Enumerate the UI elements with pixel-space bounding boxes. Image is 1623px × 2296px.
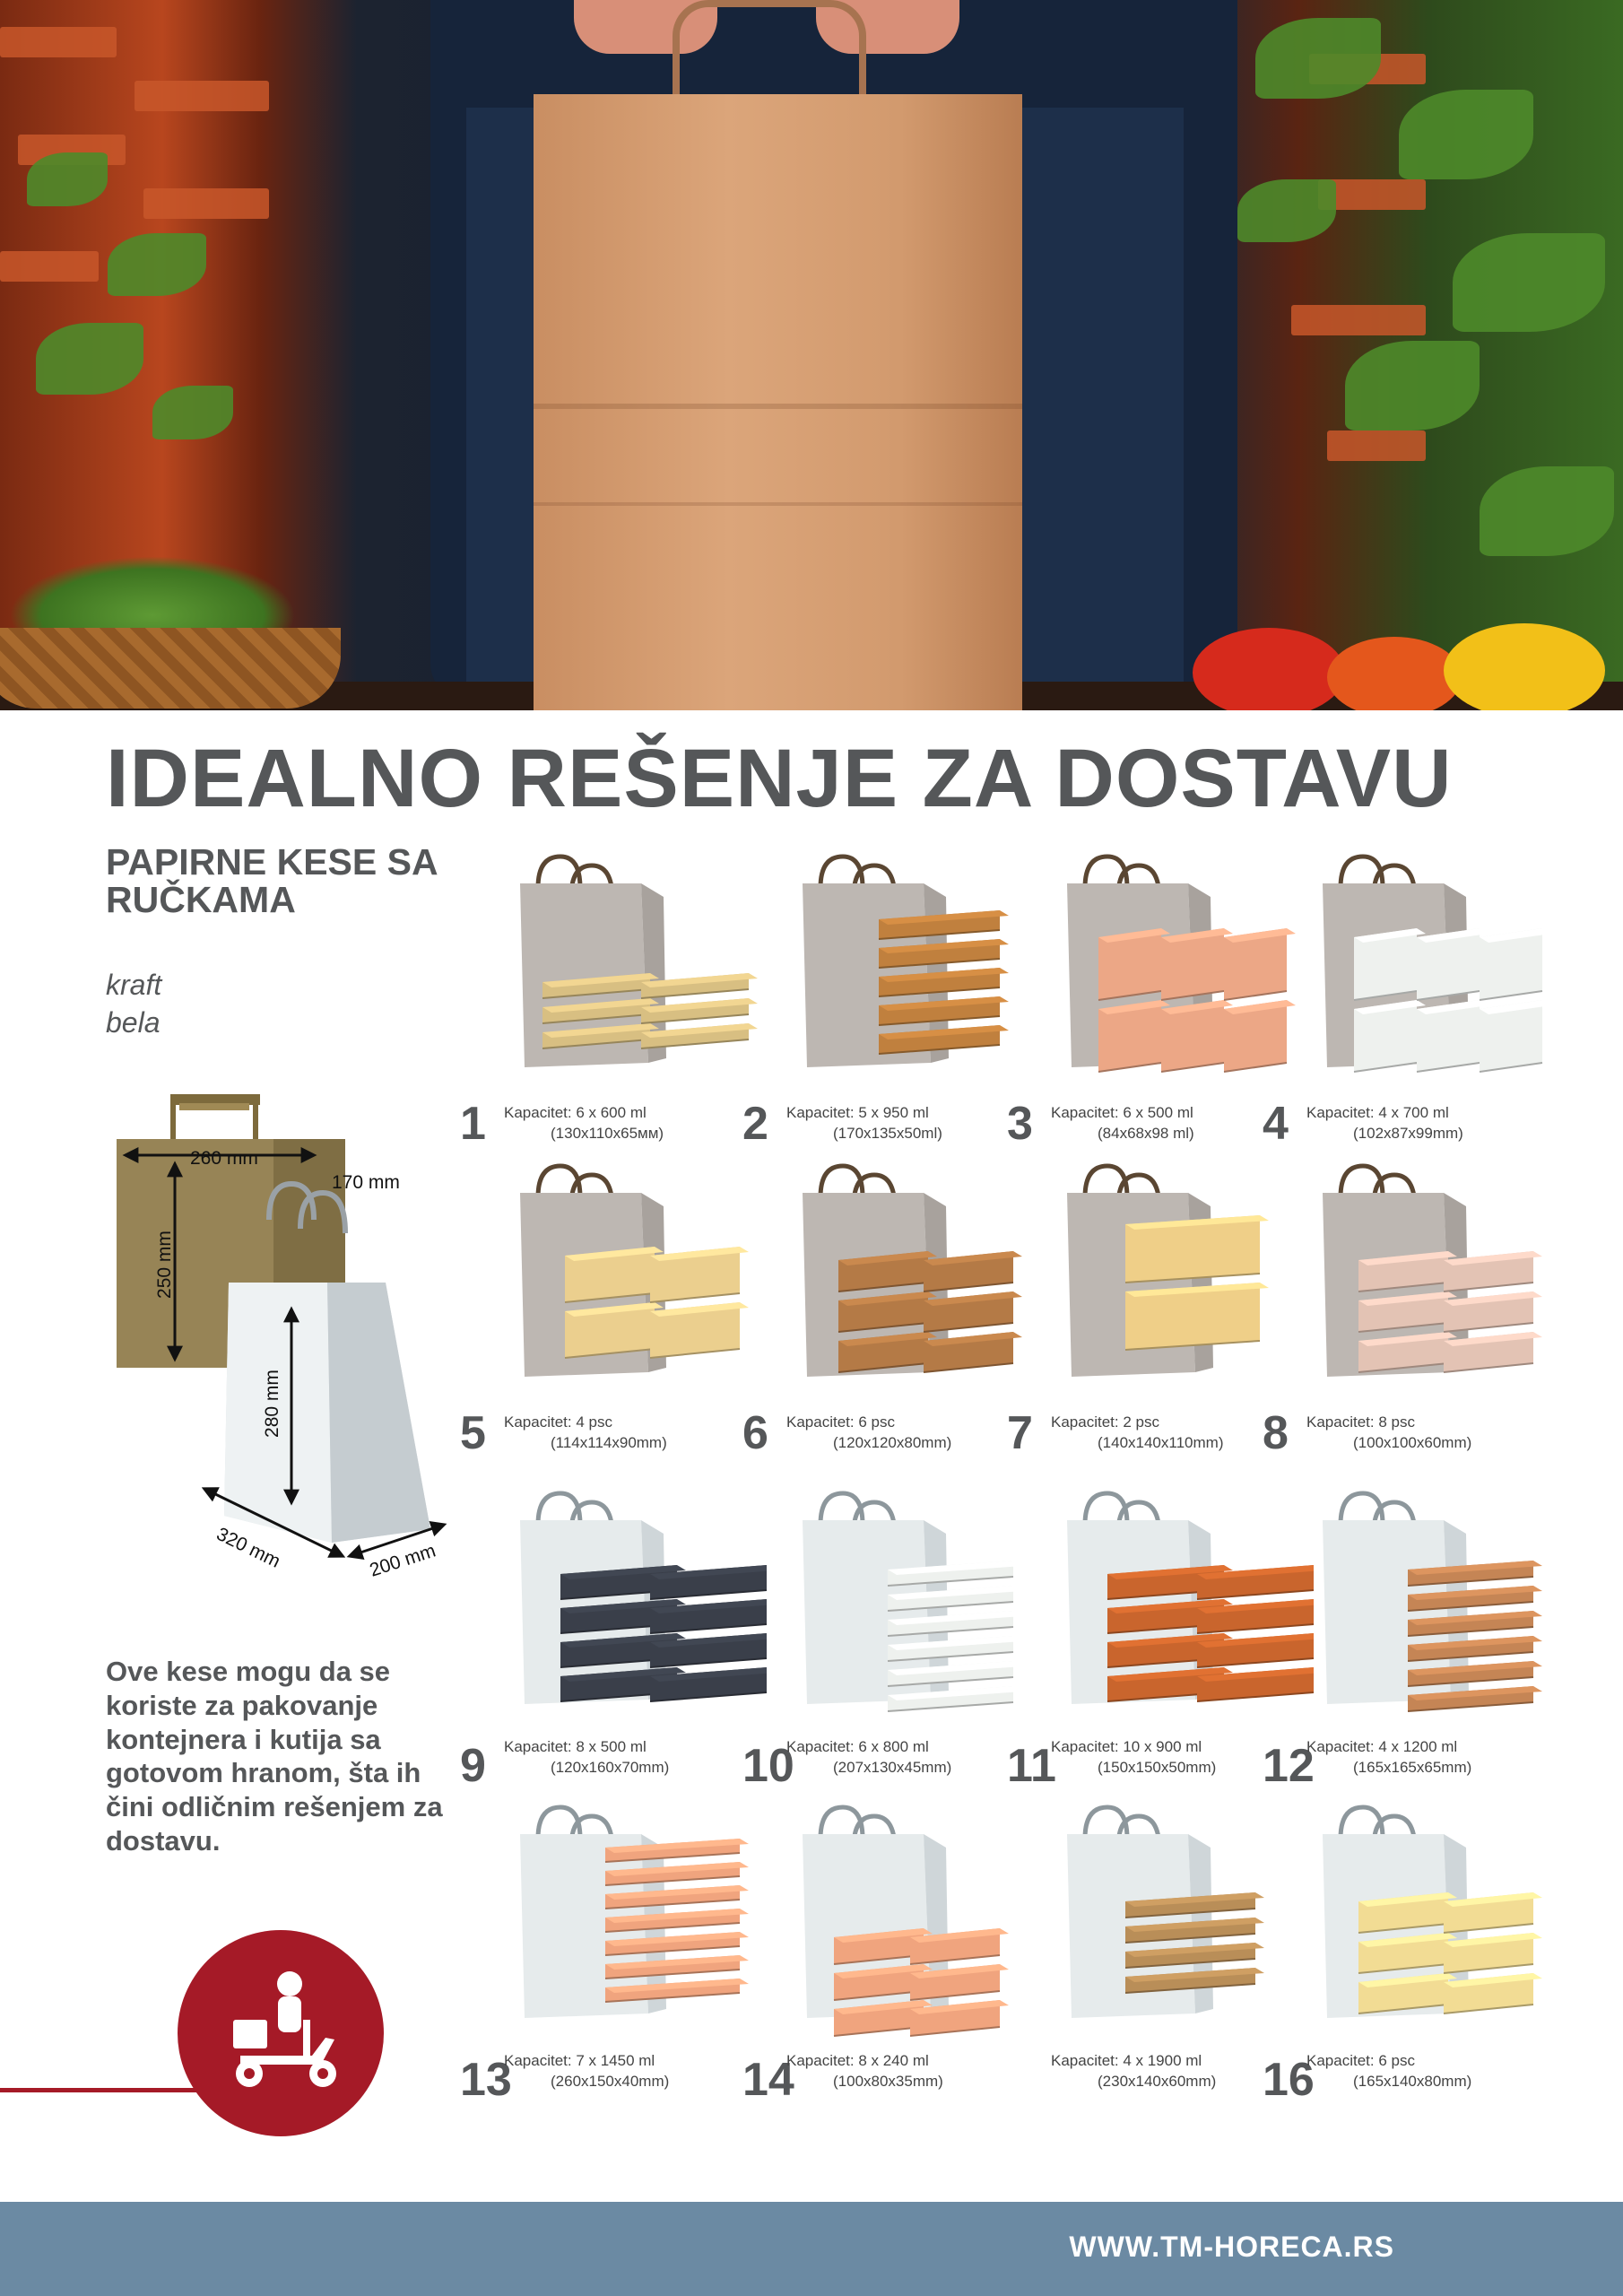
- product-capacity: Kapacitet: 6 psc: [786, 1413, 895, 1431]
- section-subtitle: PAPIRNE KESE SA RUČKAMA: [106, 841, 438, 921]
- product-caption: [1306, 1103, 1463, 1144]
- bag-with-containers-illustration: [1291, 848, 1569, 1090]
- product-size: (130x110x65мм): [551, 1124, 664, 1142]
- product-capacity: Kapacitet: 6 x 500 ml: [1051, 1104, 1193, 1121]
- product-number: 12: [1263, 1740, 1315, 1792]
- product-capacity: Kapacitet: 6 x 600 ml: [504, 1104, 647, 1121]
- product-caption: [1306, 2051, 1471, 2092]
- bag-with-containers-illustration: [489, 1157, 767, 1399]
- product-card: [460, 848, 767, 1152]
- variant-kraft: kraft: [106, 969, 162, 1001]
- product-number: 2: [742, 1098, 768, 1150]
- product-size: (170x135x50ml): [833, 1124, 942, 1142]
- variant-bela: bela: [106, 1006, 161, 1039]
- product-card: [460, 1157, 767, 1462]
- product-caption: [1051, 1103, 1194, 1144]
- bag-with-containers-illustration: [771, 1484, 1049, 1726]
- product-size: (207x130x45mm): [833, 1758, 952, 1776]
- product-number: 10: [742, 1740, 794, 1792]
- product-size: (120x120x80mm): [833, 1433, 952, 1451]
- product-capacity: Kapacitet: 4 psc: [504, 1413, 612, 1431]
- product-size: (100x100x60mm): [1353, 1433, 1472, 1451]
- kraft-width-label: 260 mm: [190, 1148, 258, 1169]
- product-capacity: Kapacitet: 8 x 500 ml: [504, 1738, 647, 1755]
- bag-with-containers-illustration: [489, 848, 767, 1090]
- description-text: Ove kese mogu da se koriste za pakovanje kontejnera i kutija sa gotovom hranom, šta ih čini odličnim rešenjem za dostavu.: [106, 1656, 443, 1857]
- bag-with-containers-illustration: [489, 1798, 767, 2040]
- bag-with-containers-illustration: [1036, 848, 1314, 1090]
- product-caption: [786, 1103, 942, 1144]
- bag-with-containers-illustration: [1036, 1157, 1314, 1399]
- product-card: [1263, 1484, 1569, 1792]
- bag-with-containers-illustration: [771, 1157, 1049, 1399]
- bag-with-containers-illustration: [1291, 1798, 1569, 2040]
- product-card: [742, 1798, 1049, 2106]
- product-card: [1263, 848, 1569, 1152]
- bag-with-containers-illustration: [1036, 1798, 1314, 2040]
- product-number: 5: [460, 1407, 486, 1459]
- product-capacity: Kapacitet: 2 psc: [1051, 1413, 1159, 1431]
- product-caption: [504, 1737, 669, 1779]
- product-capacity: Kapacitet: 8 psc: [1306, 1413, 1415, 1431]
- page-title: IDEALNO REŠENJE ZA DOSTAVU: [106, 733, 1453, 824]
- product-size: (165x165x65mm): [1353, 1758, 1472, 1776]
- bag-with-containers-illustration: [1291, 1484, 1569, 1726]
- product-capacity: Kapacitet: 10 x 900 ml: [1051, 1738, 1202, 1755]
- product-caption: [786, 2051, 943, 2092]
- white-height-label: 280 mm: [262, 1370, 282, 1438]
- product-number: 16: [1263, 2054, 1315, 2106]
- delivery-scooter-icon: [178, 1930, 384, 2136]
- white-width-label: 320 mm: [213, 1523, 284, 1572]
- product-capacity: Kapacitet: 8 x 240 ml: [786, 2052, 929, 2069]
- product-caption: [1306, 1413, 1471, 1454]
- product-caption: [1051, 1413, 1223, 1454]
- bag-with-containers-illustration: [771, 1798, 1049, 2040]
- product-size: (230x140x60mm): [1098, 2072, 1217, 2090]
- logo-line: [0, 2088, 206, 2092]
- product-number: 3: [1007, 1098, 1033, 1150]
- product-capacity: Kapacitet: 6 psc: [1306, 2052, 1415, 2069]
- kraft-bag-photo: [534, 94, 1022, 710]
- bag-with-containers-illustration: [1036, 1484, 1314, 1726]
- product-size: (140x140x110mm): [1098, 1433, 1224, 1451]
- bag-with-containers-illustration: [771, 848, 1049, 1090]
- product-number: 13: [460, 2054, 512, 2106]
- product-caption: [1051, 1737, 1216, 1779]
- product-caption: [1051, 2051, 1216, 2092]
- product-size: (114x114x90mm): [551, 1433, 667, 1451]
- product-number: 7: [1007, 1407, 1033, 1459]
- product-number: 1: [460, 1098, 486, 1150]
- product-number: 11: [1007, 1740, 1056, 1792]
- product-card: [1263, 1157, 1569, 1462]
- product-size: (165x140x80mm): [1353, 2072, 1472, 2090]
- hero-photo: [0, 0, 1623, 710]
- product-capacity: Kapacitet: 4 x 1900 ml: [1051, 2052, 1202, 2069]
- product-capacity: Kapacitet: 4 x 700 ml: [1306, 1104, 1449, 1121]
- product-card: [1263, 1798, 1569, 2106]
- product-caption: [786, 1413, 951, 1454]
- product-card: [460, 1484, 767, 1792]
- bag-with-containers-illustration: [1291, 1157, 1569, 1399]
- product-number: 8: [1263, 1407, 1289, 1459]
- product-number: 14: [742, 2054, 794, 2106]
- product-card: [460, 1798, 767, 2106]
- product-capacity: Kapacitet: 5 x 950 ml: [786, 1104, 929, 1121]
- product-number: 9: [460, 1740, 486, 1792]
- product-size: (84x68x98 ml): [1098, 1124, 1194, 1142]
- product-number: 4: [1263, 1098, 1289, 1150]
- product-size: (260x150x40mm): [551, 2072, 670, 2090]
- footer-bar: [0, 2202, 1623, 2296]
- website-link[interactable]: WWW.TM-HORECA.RS: [1069, 2231, 1394, 2263]
- product-capacity: Kapacitet: 7 x 1450 ml: [504, 2052, 655, 2069]
- bag-with-containers-illustration: [489, 1484, 767, 1726]
- product-capacity: Kapacitet: 6 x 800 ml: [786, 1738, 929, 1755]
- product-caption: [504, 1413, 667, 1454]
- product-caption: [786, 1737, 951, 1779]
- product-capacity: Kapacitet: 4 x 1200 ml: [1306, 1738, 1458, 1755]
- product-size: (100x80x35mm): [833, 2072, 943, 2090]
- kraft-depth-label: 170 mm: [332, 1172, 400, 1193]
- white-depth-label: 200 mm: [367, 1540, 438, 1581]
- product-caption: [504, 2051, 669, 2092]
- kraft-height-label: 250 mm: [154, 1231, 175, 1299]
- product-size: (120x160x70mm): [551, 1758, 670, 1776]
- product-size: (102x87x99mm): [1353, 1124, 1463, 1142]
- product-number: 6: [742, 1407, 768, 1459]
- product-caption: [504, 1103, 664, 1144]
- bag-dimensions-diagram: [99, 1085, 457, 1587]
- product-caption: [1306, 1737, 1471, 1779]
- product-size: (150x150x50mm): [1098, 1758, 1217, 1776]
